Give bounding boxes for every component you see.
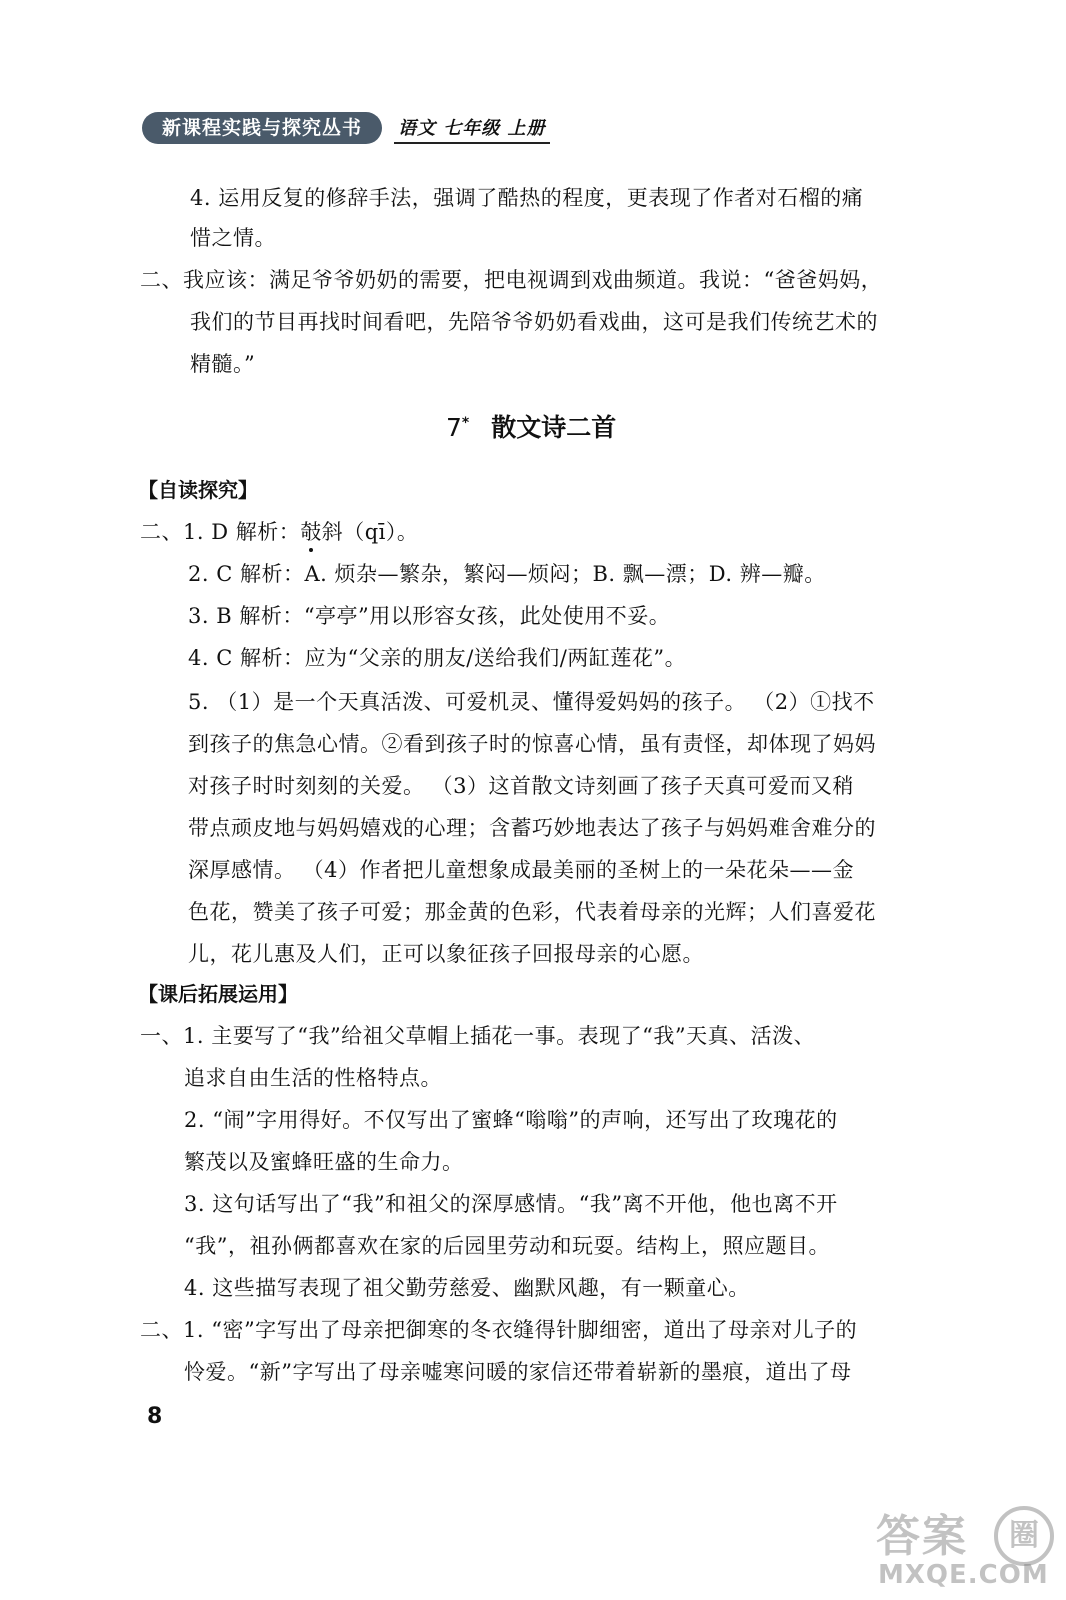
- answer-line: 深厚感情。 （4）作者把儿童想象成最美丽的圣树上的一朵花朵——金: [188, 858, 855, 882]
- page-number: 8: [147, 1404, 163, 1429]
- answer-line: 我们的节目再找时间看吧，先陪爷爷奶奶看戏曲，这可是我们传统艺术的: [190, 310, 878, 334]
- answer-line: 二、1. “密”字写出了母亲把御寒的冬衣缝得针脚细密，道出了母亲对儿子的: [140, 1318, 858, 1342]
- answer-text: 二、1. D 解析：: [140, 520, 301, 544]
- answer-line: [140, 516, 418, 546]
- answer-line: 二、我应该：满足爷爷奶奶的需要，把电视调到戏曲频道。我说：“爸爸妈妈，: [140, 268, 883, 292]
- answer-line: 追求自由生活的性格特点。: [184, 1066, 442, 1090]
- answer-line: 2. C 解析：A. 烦杂—繁杂，繁闷—烦闷；B. 飘—漂；D. 辨—瓣。: [188, 562, 826, 586]
- watermark-logo: [870, 1500, 1060, 1592]
- subject-grade-label: 语文 七年级 上册: [394, 114, 550, 144]
- watermark-text: 答案: [876, 1511, 968, 1562]
- answer-line: 精髓。”: [190, 352, 256, 376]
- answer-line: 4. C 解析：应为“父亲的朋友/送给我们/两缸莲花”。: [188, 646, 687, 670]
- answer-line: 儿，花儿惠及人们，正可以象征孩子回报母亲的心愿。: [188, 942, 704, 966]
- emphasis-char: 攲: [300, 520, 322, 544]
- watermark-circle: 圈: [994, 1506, 1054, 1566]
- answer-text: 斜（qī）。: [321, 520, 419, 544]
- answer-line: 惜之情。: [190, 226, 276, 250]
- series-badge: 新课程实践与探究丛书: [142, 112, 382, 144]
- answer-line: “我”，祖孙俩都喜欢在家的后园里劳动和玩耍。结构上，照应题目。: [184, 1234, 830, 1258]
- section-heading-self-study: 【自读探究】: [138, 478, 258, 502]
- answer-line: 到孩子的焦急心情。②看到孩子时的惊喜心情，虽有责怪，却体现了妈妈: [188, 732, 876, 756]
- answer-line: 一、1. 主要写了“我”给祖父草帽上插花一事。表现了“我”天真、活泼、: [140, 1024, 816, 1048]
- lesson-number: 7: [446, 413, 462, 442]
- answer-line: 3. B 解析：“亭亭”用以形容女孩，此处使用不妥。: [188, 604, 671, 628]
- section-heading-extension: 【课后拓展运用】: [138, 982, 298, 1006]
- watermark-url: MXQE.COM: [878, 1560, 1049, 1590]
- answer-line: 5. （1）是一个天真活泼、可爱机灵、懂得爱妈妈的孩子。 （2）①找不: [188, 690, 875, 714]
- answer-line: 色花，赞美了孩子可爱；那金黄的色彩，代表着母亲的光辉；人们喜爱花: [188, 900, 876, 924]
- answer-line: 对孩子时时刻刻的关爱。 （3）这首散文诗刻画了孩子天真可爱而又稍: [188, 774, 855, 798]
- lesson-title-text: 散文诗二首: [491, 413, 617, 442]
- answer-line: 4. 这些描写表现了祖父勤劳慈爱、幽默风趣，有一颗童心。: [184, 1276, 750, 1300]
- lesson-title: [446, 408, 616, 444]
- answer-line: 3. 这句话写出了“我”和祖父的深厚感情。“我”离不开他，他也离不开: [184, 1192, 838, 1216]
- answer-line: 繁茂以及蜜蜂旺盛的生命力。: [184, 1150, 464, 1174]
- answer-line: 2. “闹”字用得好。不仅写出了蜜蜂“嗡嗡”的声响，还写出了玫瑰花的: [184, 1108, 838, 1132]
- answer-line: 带点顽皮地与妈妈嬉戏的心理；含蓄巧妙地表达了孩子与妈妈难舍难分的: [188, 816, 876, 840]
- lesson-mark: *: [461, 414, 470, 431]
- answer-line: 怜爱。“新”字写出了母亲嘘寒问暖的家信还带着崭新的墨痕，道出了母: [184, 1360, 852, 1384]
- answer-line: 4. 运用反复的修辞手法，强调了酷热的程度，更表现了作者对石榴的痛: [190, 186, 864, 210]
